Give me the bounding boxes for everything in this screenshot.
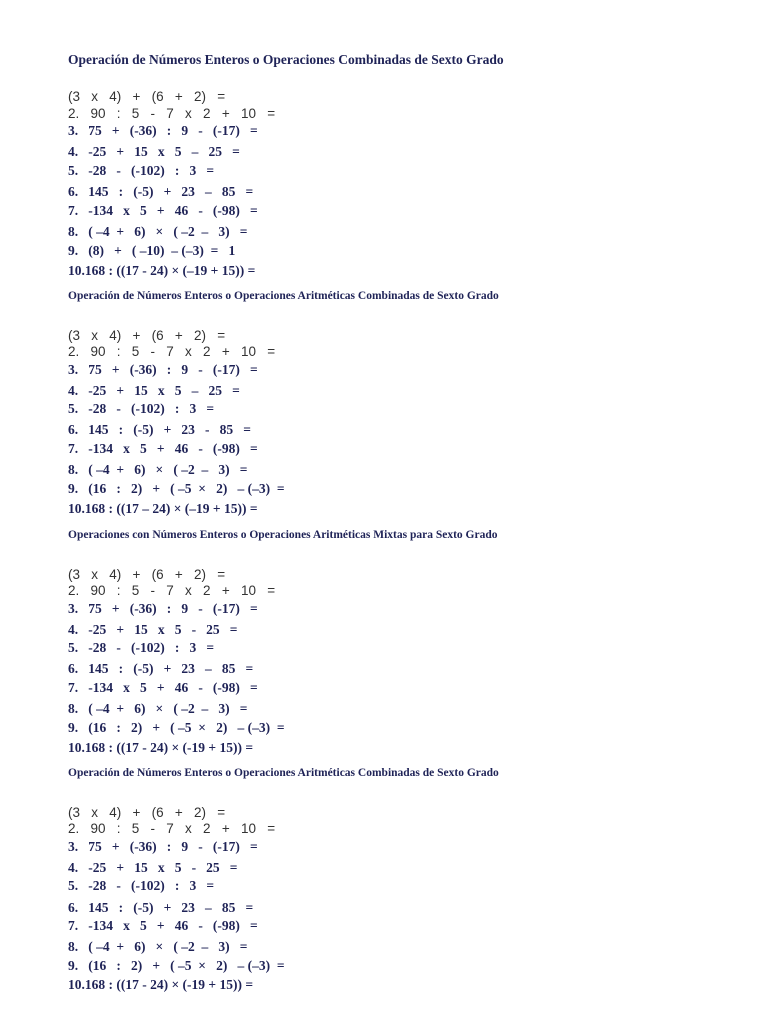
exercise-line-3: 3. 75 + (-36) : 9 - (-17) =: [68, 123, 258, 138]
exercise-line-1: (3 x 4) + (6 + 2) =: [68, 805, 226, 820]
exercise-line-9: 9. (16 : 2) + ( –5 × 2) – (–3) =: [68, 958, 285, 973]
exercise-line-3: 3. 75 + (-36) : 9 - (-17) =: [68, 362, 258, 377]
exercise-line-4: 4. -25 + 15 x 5 - 25 =: [68, 622, 238, 637]
exercise-line-9: 9. (8) + ( –10) – (–3) = 1: [68, 243, 236, 258]
exercise-line-10: 10.168 : ((17 – 24) × (–19 + 15)) =: [68, 501, 258, 516]
exercise-line-10: 10.168 : ((17 - 24) × (–19 + 15)) =: [68, 263, 256, 278]
exercise-section-2: [68, 290, 499, 516]
exercise-line-4: 4. -25 + 15 x 5 - 25 =: [68, 860, 238, 875]
section-title: Operación de Números Enteros o Operaciones Aritméticas Combinadas de Sexto Grado: [68, 767, 499, 779]
exercise-line-2: 2. 90 : 5 - 7 x 2 + 10 =: [68, 106, 276, 121]
exercise-line-5: 5. -28 - (-102) : 3 =: [68, 878, 215, 893]
exercise-line-4: 4. -25 + 15 x 5 – 25 =: [68, 383, 240, 398]
exercise-line-8: 8. ( –4 + 6) × ( –2 – 3) =: [68, 462, 248, 477]
exercise-line-5: 5. -28 - (-102) : 3 =: [68, 401, 215, 416]
exercise-line-3: 3. 75 + (-36) : 9 - (-17) =: [68, 601, 258, 616]
exercise-line-1: (3 x 4) + (6 + 2) =: [68, 328, 226, 343]
exercise-line-3: 3. 75 + (-36) : 9 - (-17) =: [68, 839, 258, 854]
exercise-line-6: 6. 145 : (-5) + 23 – 85 =: [68, 184, 254, 199]
exercise-line-10: 10.168 : ((17 - 24) × (-19 + 15)) =: [68, 977, 254, 992]
exercise-line-6: 6. 145 : (-5) + 23 – 85 =: [68, 900, 254, 915]
section-title: Operación de Números Enteros o Operaciones Aritméticas Combinadas de Sexto Grado: [68, 290, 499, 302]
section-title: Operación de Números Enteros o Operaciones Combinadas de Sexto Grado: [68, 52, 504, 67]
exercise-section-1: [68, 52, 504, 278]
exercise-line-7: 7. -134 x 5 + 46 - (-98) =: [68, 918, 258, 933]
exercise-section-4: [68, 767, 499, 992]
exercise-line-7: 7. -134 x 5 + 46 - (-98) =: [68, 203, 258, 218]
exercise-line-5: 5. -28 - (-102) : 3 =: [68, 163, 215, 178]
exercise-line-2: 2. 90 : 5 - 7 x 2 + 10 =: [68, 583, 276, 598]
exercise-line-9: 9. (16 : 2) + ( –5 × 2) – (–3) =: [68, 720, 285, 735]
exercise-line-2: 2. 90 : 5 - 7 x 2 + 10 =: [68, 344, 276, 359]
section-title: Operaciones con Números Enteros o Operaciones Aritméticas Mixtas para Sexto Grado: [68, 529, 498, 541]
exercise-line-8: 8. ( –4 + 6) × ( –2 – 3) =: [68, 701, 248, 716]
exercise-line-4: 4. -25 + 15 x 5 – 25 =: [68, 144, 240, 159]
exercise-line-8: 8. ( –4 + 6) × ( –2 – 3) =: [68, 224, 248, 239]
exercise-line-8: 8. ( –4 + 6) × ( –2 – 3) =: [68, 939, 248, 954]
exercise-line-7: 7. -134 x 5 + 46 - (-98) =: [68, 441, 258, 456]
exercise-line-10: 10.168 : ((17 - 24) × (-19 + 15)) =: [68, 740, 254, 755]
exercise-line-9: 9. (16 : 2) + ( –5 × 2) – (–3) =: [68, 481, 285, 496]
exercise-line-5: 5. -28 - (-102) : 3 =: [68, 640, 215, 655]
exercise-line-1: (3 x 4) + (6 + 2) =: [68, 567, 226, 582]
exercise-line-1: (3 x 4) + (6 + 2) =: [68, 89, 226, 104]
exercise-line-6: 6. 145 : (-5) + 23 - 85 =: [68, 422, 251, 437]
exercise-line-7: 7. -134 x 5 + 46 - (-98) =: [68, 680, 258, 695]
exercise-line-2: 2. 90 : 5 - 7 x 2 + 10 =: [68, 821, 276, 836]
exercise-section-3: [68, 529, 498, 755]
exercise-line-6: 6. 145 : (-5) + 23 – 85 =: [68, 661, 254, 676]
